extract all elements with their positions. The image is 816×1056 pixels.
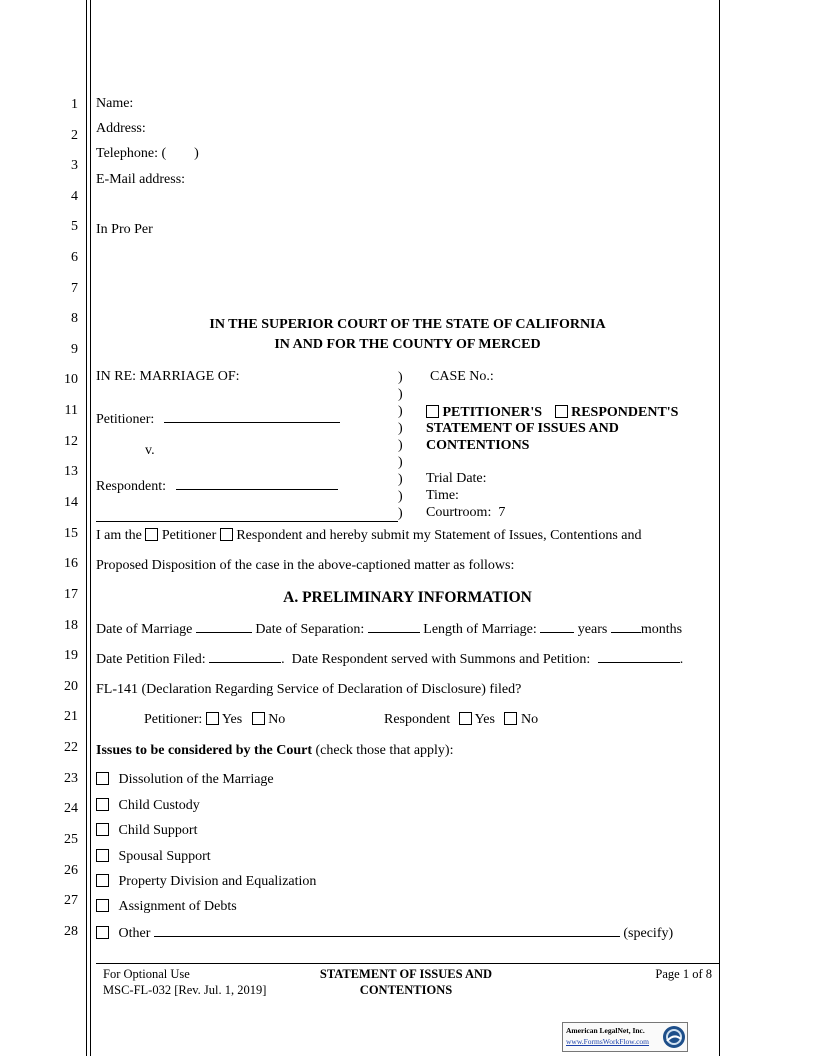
paren: ) bbox=[398, 472, 403, 487]
line-number: 20 bbox=[64, 679, 78, 694]
intro-line1 bbox=[96, 528, 641, 544]
line-number: 24 bbox=[64, 801, 78, 816]
date-of-separation-field[interactable] bbox=[368, 620, 420, 633]
issue-checkbox[interactable] bbox=[96, 874, 109, 887]
publisher-name: American LegalNet, Inc. bbox=[566, 1026, 645, 1035]
respondent-yes-label: Yes bbox=[474, 712, 495, 727]
paren: ) bbox=[398, 421, 403, 436]
line-number: 5 bbox=[71, 219, 78, 234]
paren: ) bbox=[398, 404, 403, 419]
footer-form-number: MSC-FL-032 [Rev. Jul. 1, 2019] bbox=[103, 983, 267, 997]
respondent-caption-label: Respondent: bbox=[96, 479, 166, 494]
date-petition-filed-field[interactable] bbox=[209, 650, 281, 663]
line-number: 1 bbox=[71, 97, 78, 112]
issue-checkbox[interactable] bbox=[96, 899, 109, 912]
months-field[interactable] bbox=[611, 620, 641, 633]
line-number: 4 bbox=[71, 189, 78, 204]
caption-bottom-line bbox=[96, 521, 398, 522]
issue-other bbox=[96, 924, 673, 942]
issue-item bbox=[96, 798, 200, 814]
line-number: 8 bbox=[71, 311, 78, 326]
paren: ) bbox=[398, 370, 403, 385]
fl141-petitioner-label: Petitioner: bbox=[144, 712, 203, 727]
issue-label: Child Support bbox=[118, 823, 198, 838]
line-number: 14 bbox=[64, 495, 78, 510]
years-label: years bbox=[577, 622, 608, 637]
issues-heading-rest: (check those that apply): bbox=[311, 743, 454, 758]
in-re-marriage: IN RE: MARRIAGE OF: bbox=[96, 369, 240, 384]
issue-label: Child Custody bbox=[118, 798, 200, 813]
intro-line2: Proposed Disposition of the case in the above-captioned matter as follows: bbox=[96, 558, 515, 573]
issue-checkbox[interactable] bbox=[96, 849, 109, 862]
line-number: 25 bbox=[64, 832, 78, 847]
courtroom-label: Courtroom: 7 bbox=[426, 505, 506, 520]
issue-label: Assignment of Debts bbox=[118, 899, 237, 914]
respondents-checkbox[interactable] bbox=[555, 405, 568, 418]
issue-checkbox[interactable] bbox=[96, 798, 109, 811]
line-number: 3 bbox=[71, 158, 78, 173]
line-number: 18 bbox=[64, 618, 78, 633]
petitioner-no-label: No bbox=[268, 712, 286, 727]
issue-label: Spousal Support bbox=[118, 849, 211, 864]
respondents-label: RESPONDENT'S bbox=[571, 405, 679, 420]
line-number: 16 bbox=[64, 556, 78, 571]
period: . bbox=[679, 652, 684, 667]
left-margin-line-inner bbox=[90, 0, 91, 1056]
fl141-question: FL-141 (Declaration Regarding Service of Declaration of Disclosure) filed? bbox=[96, 682, 522, 697]
respondent-yes-checkbox[interactable] bbox=[459, 712, 472, 725]
respondent-no-checkbox[interactable] bbox=[504, 712, 517, 725]
paren: ) bbox=[398, 455, 403, 470]
line-number: 15 bbox=[64, 526, 78, 541]
years-field[interactable] bbox=[540, 620, 574, 633]
line-number: 11 bbox=[64, 403, 78, 418]
footer-title-line1: STATEMENT OF ISSUES AND bbox=[319, 967, 493, 981]
line-number: 10 bbox=[64, 372, 78, 387]
trial-date-label: Trial Date: bbox=[426, 471, 487, 486]
line-number: 12 bbox=[64, 434, 78, 449]
petitioner-caption-label: Petitioner: bbox=[96, 412, 155, 427]
marriage-dates-row bbox=[96, 620, 682, 638]
specify-label: (specify) bbox=[623, 926, 674, 941]
footer-title-line2: CONTENTIONS bbox=[359, 983, 453, 997]
respondent-name-line[interactable] bbox=[176, 477, 338, 490]
paren: ) bbox=[398, 387, 403, 402]
globe-icon bbox=[662, 1025, 686, 1049]
intro-respondent-text: Respondent and hereby submit my Statement of Issues, Contentions and bbox=[236, 528, 642, 543]
line-number: 17 bbox=[64, 587, 78, 602]
paren: ) bbox=[398, 489, 403, 504]
petitioner-yes-checkbox[interactable] bbox=[206, 712, 219, 725]
intro-respondent-checkbox[interactable] bbox=[220, 528, 233, 541]
petition-filed-row bbox=[96, 650, 683, 668]
issue-label: Property Division and Equalization bbox=[118, 874, 317, 889]
email-label: E-Mail address: bbox=[96, 172, 186, 187]
petitioners-checkbox[interactable] bbox=[426, 405, 439, 418]
served-label: . Date Respondent served with Summons and Petition: bbox=[281, 652, 591, 667]
date-of-marriage-label: Date of Marriage bbox=[96, 622, 193, 637]
issues-heading bbox=[96, 743, 454, 759]
length-of-marriage-label: Length of Marriage: bbox=[423, 622, 537, 637]
line-number: 21 bbox=[64, 709, 78, 724]
line-number: 6 bbox=[71, 250, 78, 265]
petitioners-label: PETITIONER'S bbox=[442, 405, 543, 420]
party-checkboxes bbox=[426, 405, 678, 421]
fl141-respondent-row bbox=[384, 712, 538, 728]
document-title-line1: STATEMENT OF ISSUES AND bbox=[426, 421, 619, 436]
line-number: 27 bbox=[64, 893, 78, 908]
line-number: 19 bbox=[64, 648, 78, 663]
petitioner-no-checkbox[interactable] bbox=[252, 712, 265, 725]
line-number: 28 bbox=[64, 924, 78, 939]
respondent-caption bbox=[96, 477, 338, 495]
fl141-petitioner-row bbox=[144, 712, 285, 728]
paren: ) bbox=[398, 438, 403, 453]
in-pro-per: In Pro Per bbox=[96, 222, 153, 237]
issue-checkbox[interactable] bbox=[96, 823, 109, 836]
fl141-respondent-label: Respondent bbox=[384, 712, 451, 727]
line-number: 2 bbox=[71, 128, 78, 143]
date-served-field[interactable] bbox=[598, 650, 680, 663]
i-am-the: I am the bbox=[96, 528, 142, 543]
petitioner-yes-label: Yes bbox=[221, 712, 243, 727]
left-margin-line-outer bbox=[86, 0, 87, 1056]
time-label: Time: bbox=[426, 488, 459, 503]
date-of-marriage-field[interactable] bbox=[196, 620, 252, 633]
footer-rule bbox=[96, 963, 719, 964]
line-number: 23 bbox=[64, 771, 78, 786]
document-title-line2: CONTENTIONS bbox=[426, 438, 530, 453]
paren: ) bbox=[398, 506, 403, 521]
issue-other-checkbox[interactable] bbox=[96, 926, 109, 939]
issue-other-label: Other bbox=[118, 926, 151, 941]
footer-page-number: Page 1 of 8 bbox=[655, 967, 712, 981]
section-a-title: A. PRELIMINARY INFORMATION bbox=[283, 589, 532, 606]
line-number: 26 bbox=[64, 863, 78, 878]
issue-other-field[interactable] bbox=[154, 924, 620, 937]
footer-optional-use: For Optional Use bbox=[103, 967, 190, 981]
name-label: Name: bbox=[96, 96, 134, 111]
line-number: 22 bbox=[64, 740, 78, 755]
date-petition-filed-label: Date Petition Filed: bbox=[96, 652, 206, 667]
intro-petitioner-checkbox[interactable] bbox=[145, 528, 158, 541]
issue-item bbox=[96, 899, 237, 915]
intro-petitioner-label: Petitioner bbox=[161, 528, 217, 543]
versus: v. bbox=[145, 443, 155, 458]
right-margin-line bbox=[719, 0, 720, 1056]
issue-label: Dissolution of the Marriage bbox=[118, 772, 274, 787]
line-number: 7 bbox=[71, 281, 78, 296]
issue-checkbox[interactable] bbox=[96, 772, 109, 785]
court-title-line1: IN THE SUPERIOR COURT OF THE STATE OF CALIFORNIA bbox=[209, 317, 606, 332]
months-label: months bbox=[640, 622, 683, 637]
respondent-no-label: No bbox=[520, 712, 539, 727]
issue-item bbox=[96, 823, 197, 839]
petitioner-name-line[interactable] bbox=[164, 410, 340, 423]
petitioner-caption bbox=[96, 410, 340, 428]
line-number: 9 bbox=[71, 342, 78, 357]
case-number-label: CASE No.: bbox=[430, 369, 494, 384]
issue-item bbox=[96, 849, 211, 865]
court-title-line2: IN AND FOR THE COUNTY OF MERCED bbox=[274, 337, 541, 352]
date-of-separation-label: Date of Separation: bbox=[255, 622, 365, 637]
issue-item bbox=[96, 772, 274, 788]
issues-heading-bold: Issues to be considered by the Court bbox=[96, 743, 312, 758]
publisher-url[interactable]: www.FormsWorkFlow.com bbox=[566, 1037, 650, 1046]
publisher-logo[interactable] bbox=[562, 1022, 688, 1052]
telephone-label: Telephone: ( ) bbox=[96, 146, 199, 161]
issue-item bbox=[96, 874, 316, 890]
line-number: 13 bbox=[64, 464, 78, 479]
address-label: Address: bbox=[96, 121, 146, 136]
